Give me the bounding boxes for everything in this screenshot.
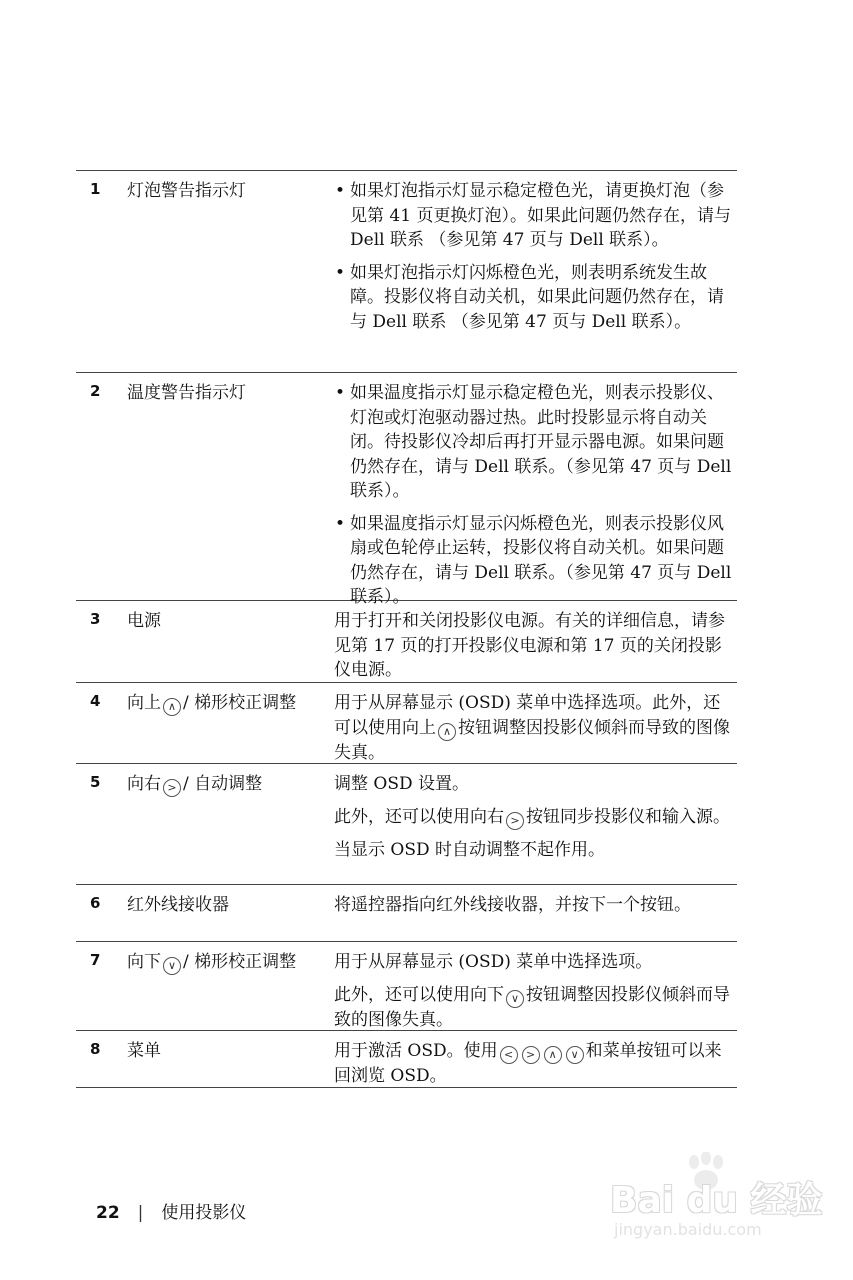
row-number: 6	[90, 894, 101, 912]
row-name-suffix: / 梯形校正调整	[183, 693, 297, 713]
text-fragment: 按钮调整因投影仪倾斜而导致的图像失真。	[334, 984, 730, 1030]
row-number: 4	[90, 692, 101, 710]
page-number: 22	[96, 1203, 120, 1223]
left-arrow-icon: <	[500, 1046, 518, 1064]
description-text: 调整 OSD 设置。	[334, 774, 470, 794]
text-fragment: 用于激活 OSD。使用	[334, 1041, 498, 1061]
description-text: 将遥控器指向红外线接收器，并按下一个按钮。	[334, 895, 691, 915]
row-name-prefix: 向下	[127, 952, 161, 972]
row-name	[127, 691, 296, 716]
page-footer	[96, 1198, 246, 1223]
row-description	[334, 885, 734, 930]
bullet-item: • 如果温度指示灯显示稳定橙色光，则表示投影仪、灯泡或灯泡驱动器过热。此时投影显示将自动关闭。待投影仪冷却后再打开显示器电源。如果问题仍然存在，请与 Dell 联系。（参见第 47 页与 Dell 联系）。	[334, 381, 734, 504]
row-name: 电源	[127, 611, 161, 631]
row-name: 温度警告指示灯	[127, 383, 246, 403]
text-fragment: 和菜单按钮可以来回浏览 OSD。	[334, 1041, 722, 1086]
bullet-item: • 如果灯泡指示灯显示稳定橙色光，请更换灯泡（参见第 41 页更换灯泡）。如果此问题仍然存在，请与 Dell 联系 （参见第 47 页与 Dell 联系）。	[334, 179, 734, 253]
up-arrow-icon: ∧	[438, 723, 456, 741]
footer-separator: |	[137, 1203, 144, 1223]
description-text: 用于从屏幕显示 (OSD) 菜单中选择选项。	[334, 952, 653, 972]
watermark-logo-text: Bai du 经验	[610, 1180, 823, 1221]
table-row	[76, 171, 737, 373]
bullet-item: • 如果温度指示灯显示闪烁橙色光，则表示投影仪风扇或色轮停止运转，投影仪将自动关机。如果问题仍然存在，请与 Dell 联系。（参见第 47 页与 Dell 联系）。	[334, 512, 734, 610]
description-text	[334, 805, 734, 830]
text-fragment: 按钮同步投影仪和输入源。	[526, 806, 730, 827]
table-row	[76, 1031, 737, 1088]
description-text	[334, 983, 734, 1033]
down-arrow-icon: ∨	[566, 1046, 584, 1064]
table-row	[76, 885, 737, 942]
row-description	[334, 171, 734, 346]
up-arrow-icon: ∧	[544, 1046, 562, 1064]
row-number: 3	[90, 610, 101, 628]
right-arrow-icon: >	[163, 779, 181, 797]
row-number: 5	[90, 773, 101, 791]
row-description	[334, 1031, 734, 1101]
text-fragment: 此外，还可以使用向右	[334, 806, 504, 827]
row-number: 2	[90, 382, 101, 400]
watermark-url: jingyan.baidu.com	[614, 1220, 762, 1239]
indicator-table	[76, 170, 737, 1088]
row-description	[334, 683, 734, 777]
description-text	[334, 1039, 734, 1089]
row-description	[334, 373, 734, 622]
text-fragment: 此外，还可以使用向下	[334, 984, 504, 1005]
table-row	[76, 373, 737, 607]
description-text: 用于打开和关闭投影仪电源。有关的详细信息，请参见第 17 页的打开投影仪电源和第 17 页的关闭投影仪电源。	[334, 611, 725, 680]
description-text: 当显示 OSD 时自动调整不起作用。	[334, 839, 606, 860]
row-number: 1	[90, 180, 101, 198]
section-title: 使用投影仪	[161, 1203, 247, 1223]
row-name-prefix: 向右	[127, 774, 161, 794]
text-fragment: 按钮调整因投影仪倾斜而导致的图像失真。	[334, 717, 730, 763]
row-name: 红外线接收器	[127, 895, 229, 915]
row-name-prefix: 向上	[127, 693, 161, 713]
right-arrow-icon: >	[522, 1046, 540, 1064]
description-text	[334, 691, 734, 765]
table-row	[76, 683, 737, 764]
down-arrow-icon: ∨	[163, 957, 181, 975]
table-row	[76, 601, 737, 683]
table-row	[76, 764, 737, 885]
up-arrow-icon: ∧	[163, 698, 181, 716]
bullet-item: • 如果灯泡指示灯闪烁橙色光，则表明系统发生故障。投影仪将自动关机，如果此问题仍然存在，请与 Dell 联系 （参见第 47 页与 Dell 联系）。	[334, 261, 734, 335]
row-name	[127, 772, 262, 797]
row-name	[127, 950, 296, 975]
row-number: 7	[90, 951, 101, 969]
down-arrow-icon: ∨	[506, 990, 524, 1008]
row-name: 菜单	[127, 1041, 161, 1061]
row-description	[334, 942, 734, 1044]
row-name-suffix: / 梯形校正调整	[183, 952, 297, 972]
baidu-watermark	[610, 1150, 830, 1250]
row-name-suffix: / 自动调整	[183, 774, 263, 794]
row-name: 灯泡警告指示灯	[127, 181, 246, 201]
text-fragment: 用于从屏幕显示 (OSD) 菜单中选择选项。此外，还可以使用向上	[334, 693, 721, 738]
right-arrow-icon: >	[506, 812, 524, 830]
row-description	[334, 764, 734, 874]
row-description	[334, 601, 734, 695]
table-row	[76, 942, 737, 1031]
row-number: 8	[90, 1040, 101, 1058]
